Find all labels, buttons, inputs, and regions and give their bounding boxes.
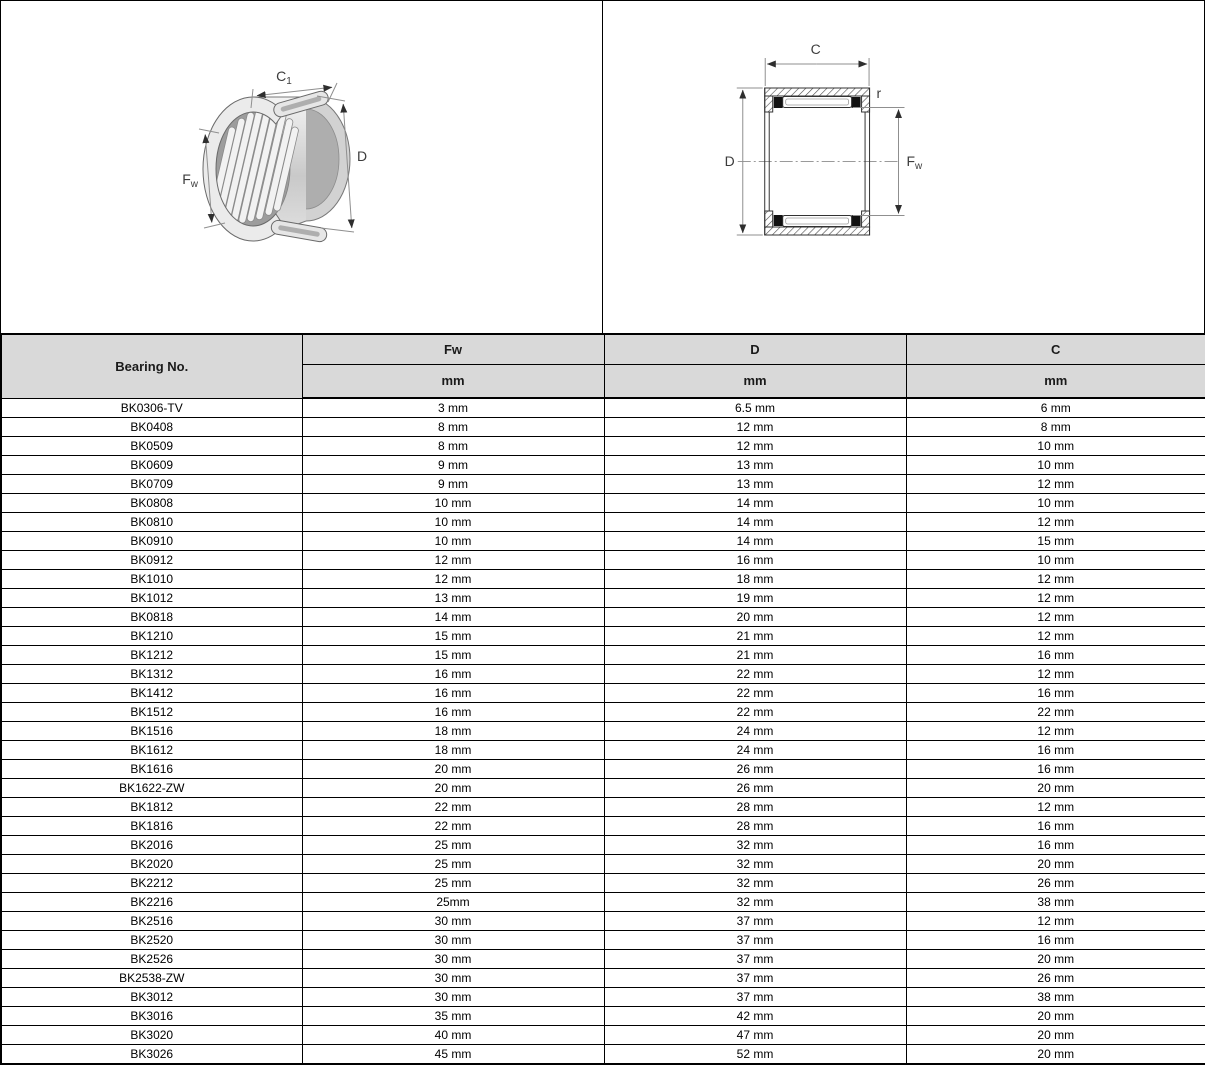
cell-d: 52 mm (604, 1045, 906, 1065)
cell-fw: 9 mm (302, 475, 604, 494)
table-row (1, 608, 1205, 627)
table-row (1, 1007, 1205, 1026)
cell-c: 12 mm (906, 513, 1205, 532)
table-row (1, 456, 1205, 475)
cell-fw: 10 mm (302, 532, 604, 551)
cell-d: 28 mm (604, 817, 906, 836)
cell-bearing-no: BK3012 (1, 988, 302, 1007)
table-row (1, 779, 1205, 798)
cell-d: 37 mm (604, 931, 906, 950)
table-row (1, 893, 1205, 912)
unit-header-d: mm (604, 364, 906, 398)
table-row (1, 627, 1205, 646)
cell-bearing-no: BK1012 (1, 589, 302, 608)
cell-c: 10 mm (906, 551, 1205, 570)
table-row (1, 931, 1205, 950)
table-row (1, 418, 1205, 437)
cell-d: 6.5 mm (604, 398, 906, 418)
cell-fw: 45 mm (302, 1045, 604, 1065)
cell-c: 20 mm (906, 950, 1205, 969)
cell-fw: 8 mm (302, 418, 604, 437)
cell-d: 37 mm (604, 912, 906, 931)
dim-label-r: r (876, 84, 882, 102)
table-row (1, 950, 1205, 969)
cell-bearing-no: BK2526 (1, 950, 302, 969)
cell-bearing-no: BK1622-ZW (1, 779, 302, 798)
table-row (1, 398, 1205, 418)
diagram-area (0, 0, 1205, 333)
cell-bearing-no: BK3020 (1, 1026, 302, 1045)
cell-fw: 12 mm (302, 570, 604, 589)
cell-d: 12 mm (604, 437, 906, 456)
cell-d: 37 mm (604, 969, 906, 988)
cell-fw: 30 mm (302, 931, 604, 950)
table-row (1, 912, 1205, 931)
cell-fw: 25 mm (302, 874, 604, 893)
table-row (1, 589, 1205, 608)
cell-bearing-no: BK1512 (1, 703, 302, 722)
cell-bearing-no: BK1210 (1, 627, 302, 646)
cell-bearing-no: BK1312 (1, 665, 302, 684)
cell-bearing-no: BK0818 (1, 608, 302, 627)
cell-fw: 12 mm (302, 551, 604, 570)
cell-bearing-no: BK0808 (1, 494, 302, 513)
cell-fw: 35 mm (302, 1007, 604, 1026)
cell-bearing-no: BK0912 (1, 551, 302, 570)
cell-d: 24 mm (604, 741, 906, 760)
diagram-panel-3d (1, 1, 603, 333)
cell-fw: 30 mm (302, 912, 604, 931)
table-row (1, 684, 1205, 703)
cell-d: 47 mm (604, 1026, 906, 1045)
cell-d: 37 mm (604, 950, 906, 969)
cell-c: 12 mm (906, 589, 1205, 608)
cell-bearing-no: BK1516 (1, 722, 302, 741)
cell-fw: 30 mm (302, 988, 604, 1007)
dim-label-c1: $C_1$ (276, 68, 292, 87)
cell-c: 20 mm (906, 1045, 1205, 1065)
cell-d: 26 mm (604, 760, 906, 779)
table-row (1, 1026, 1205, 1045)
dim-label-fw: $F_w$ (906, 152, 923, 173)
cell-fw: 18 mm (302, 722, 604, 741)
cell-bearing-no: BK1616 (1, 760, 302, 779)
cell-bearing-no: BK2020 (1, 855, 302, 874)
cell-c: 20 mm (906, 1007, 1205, 1026)
cell-d: 26 mm (604, 779, 906, 798)
cell-c: 16 mm (906, 760, 1205, 779)
table-row (1, 798, 1205, 817)
cell-bearing-no: BK1812 (1, 798, 302, 817)
cell-d: 20 mm (604, 608, 906, 627)
cell-d: 19 mm (604, 589, 906, 608)
column-header-fw: Fw (302, 334, 604, 364)
cell-bearing-no: BK2516 (1, 912, 302, 931)
table-row (1, 741, 1205, 760)
cell-fw: 15 mm (302, 646, 604, 665)
cell-d: 32 mm (604, 893, 906, 912)
cell-d: 14 mm (604, 494, 906, 513)
cell-c: 16 mm (906, 684, 1205, 703)
cell-c: 26 mm (906, 874, 1205, 893)
table-row (1, 855, 1205, 874)
cell-c: 22 mm (906, 703, 1205, 722)
cell-d: 37 mm (604, 988, 906, 1007)
bearing-section-drawing-icon (603, 1, 1204, 333)
cell-bearing-no: BK3026 (1, 1045, 302, 1065)
cell-c: 20 mm (906, 855, 1205, 874)
cell-fw: 16 mm (302, 684, 604, 703)
dim-label-d: D (357, 148, 368, 164)
column-header-bearing-no: Bearing No. (1, 334, 302, 398)
table-row (1, 551, 1205, 570)
cell-c: 12 mm (906, 722, 1205, 741)
cell-bearing-no: BK0910 (1, 532, 302, 551)
table-row (1, 722, 1205, 741)
cell-fw: 13 mm (302, 589, 604, 608)
table-row (1, 665, 1205, 684)
cell-fw: 16 mm (302, 665, 604, 684)
cell-bearing-no: BK3016 (1, 1007, 302, 1026)
table-row (1, 475, 1205, 494)
column-header-c: C (906, 334, 1205, 364)
table-row (1, 760, 1205, 779)
cell-d: 22 mm (604, 684, 906, 703)
table-row (1, 532, 1205, 551)
cell-c: 12 mm (906, 627, 1205, 646)
cell-c: 26 mm (906, 969, 1205, 988)
cell-bearing-no: BK2216 (1, 893, 302, 912)
cell-bearing-no: BK0509 (1, 437, 302, 456)
cell-fw: 25 mm (302, 836, 604, 855)
cell-c: 16 mm (906, 817, 1205, 836)
cell-bearing-no: BK2538-ZW (1, 969, 302, 988)
cell-bearing-no: BK1612 (1, 741, 302, 760)
dim-label-c: C (810, 40, 821, 58)
cell-c: 15 mm (906, 532, 1205, 551)
dim-c-lines (765, 58, 869, 86)
table-row (1, 494, 1205, 513)
table-row (1, 513, 1205, 532)
cell-fw: 9 mm (302, 456, 604, 475)
cell-c: 6 mm (906, 398, 1205, 418)
cell-bearing-no: BK1010 (1, 570, 302, 589)
cell-d: 13 mm (604, 475, 906, 494)
cell-fw: 25mm (302, 893, 604, 912)
cell-d: 16 mm (604, 551, 906, 570)
cell-d: 32 mm (604, 874, 906, 893)
unit-header-c: mm (906, 364, 1205, 398)
cell-fw: 3 mm (302, 398, 604, 418)
cell-d: 18 mm (604, 570, 906, 589)
table-row (1, 437, 1205, 456)
cell-fw: 30 mm (302, 950, 604, 969)
table-row (1, 988, 1205, 1007)
cell-bearing-no: BK2016 (1, 836, 302, 855)
dim-label-d: D (724, 152, 735, 170)
table-row (1, 874, 1205, 893)
table-row (1, 646, 1205, 665)
cell-fw: 16 mm (302, 703, 604, 722)
cell-c: 8 mm (906, 418, 1205, 437)
cell-d: 14 mm (604, 532, 906, 551)
cell-fw: 30 mm (302, 969, 604, 988)
cell-fw: 22 mm (302, 817, 604, 836)
cell-fw: 22 mm (302, 798, 604, 817)
cell-fw: 8 mm (302, 437, 604, 456)
table-row (1, 817, 1205, 836)
cell-d: 32 mm (604, 855, 906, 874)
table-body (1, 398, 1205, 1064)
cell-bearing-no: BK0810 (1, 513, 302, 532)
cell-fw: 10 mm (302, 513, 604, 532)
cell-d: 42 mm (604, 1007, 906, 1026)
bearing-3d-drawing-icon (1, 1, 602, 333)
cell-d: 12 mm (604, 418, 906, 437)
dim-label-fw: $F_w$ (182, 171, 198, 190)
cell-fw: 15 mm (302, 627, 604, 646)
column-header-d: D (604, 334, 906, 364)
cell-bearing-no: BK1412 (1, 684, 302, 703)
cell-d: 21 mm (604, 646, 906, 665)
cell-c: 16 mm (906, 931, 1205, 950)
cell-c: 16 mm (906, 836, 1205, 855)
cell-c: 38 mm (906, 988, 1205, 1007)
table-row (1, 836, 1205, 855)
cell-c: 38 mm (906, 893, 1205, 912)
cell-c: 12 mm (906, 608, 1205, 627)
cell-fw: 14 mm (302, 608, 604, 627)
cell-c: 16 mm (906, 646, 1205, 665)
cell-d: 28 mm (604, 798, 906, 817)
cell-fw: 40 mm (302, 1026, 604, 1045)
cell-c: 12 mm (906, 665, 1205, 684)
cell-fw: 25 mm (302, 855, 604, 874)
table-row (1, 1045, 1205, 1065)
cell-bearing-no: BK1816 (1, 817, 302, 836)
cell-bearing-no: BK1212 (1, 646, 302, 665)
cell-d: 13 mm (604, 456, 906, 475)
cell-bearing-no: BK0306-TV (1, 398, 302, 418)
cell-fw: 18 mm (302, 741, 604, 760)
cell-c: 16 mm (906, 741, 1205, 760)
cell-bearing-no: BK0609 (1, 456, 302, 475)
cell-d: 21 mm (604, 627, 906, 646)
cell-c: 10 mm (906, 494, 1205, 513)
cell-c: 12 mm (906, 798, 1205, 817)
cell-bearing-no: BK0408 (1, 418, 302, 437)
cell-d: 32 mm (604, 836, 906, 855)
cell-bearing-no: BK2520 (1, 931, 302, 950)
cell-d: 24 mm (604, 722, 906, 741)
cell-d: 14 mm (604, 513, 906, 532)
cell-c: 12 mm (906, 912, 1205, 931)
unit-header-fw: mm (302, 364, 604, 398)
cell-fw: 20 mm (302, 779, 604, 798)
cell-fw: 20 mm (302, 760, 604, 779)
bearing-spec-table (0, 333, 1205, 1065)
cell-c: 10 mm (906, 456, 1205, 475)
diagram-panel-section (603, 1, 1204, 333)
cell-d: 22 mm (604, 665, 906, 684)
cell-c: 12 mm (906, 475, 1205, 494)
table-row (1, 703, 1205, 722)
cell-c: 20 mm (906, 779, 1205, 798)
cell-c: 10 mm (906, 437, 1205, 456)
cell-bearing-no: BK0709 (1, 475, 302, 494)
table-row (1, 570, 1205, 589)
cell-c: 20 mm (906, 1026, 1205, 1045)
table-row (1, 969, 1205, 988)
table-header (1, 334, 1205, 398)
cell-d: 22 mm (604, 703, 906, 722)
cell-fw: 10 mm (302, 494, 604, 513)
cell-c: 12 mm (906, 570, 1205, 589)
cell-bearing-no: BK2212 (1, 874, 302, 893)
